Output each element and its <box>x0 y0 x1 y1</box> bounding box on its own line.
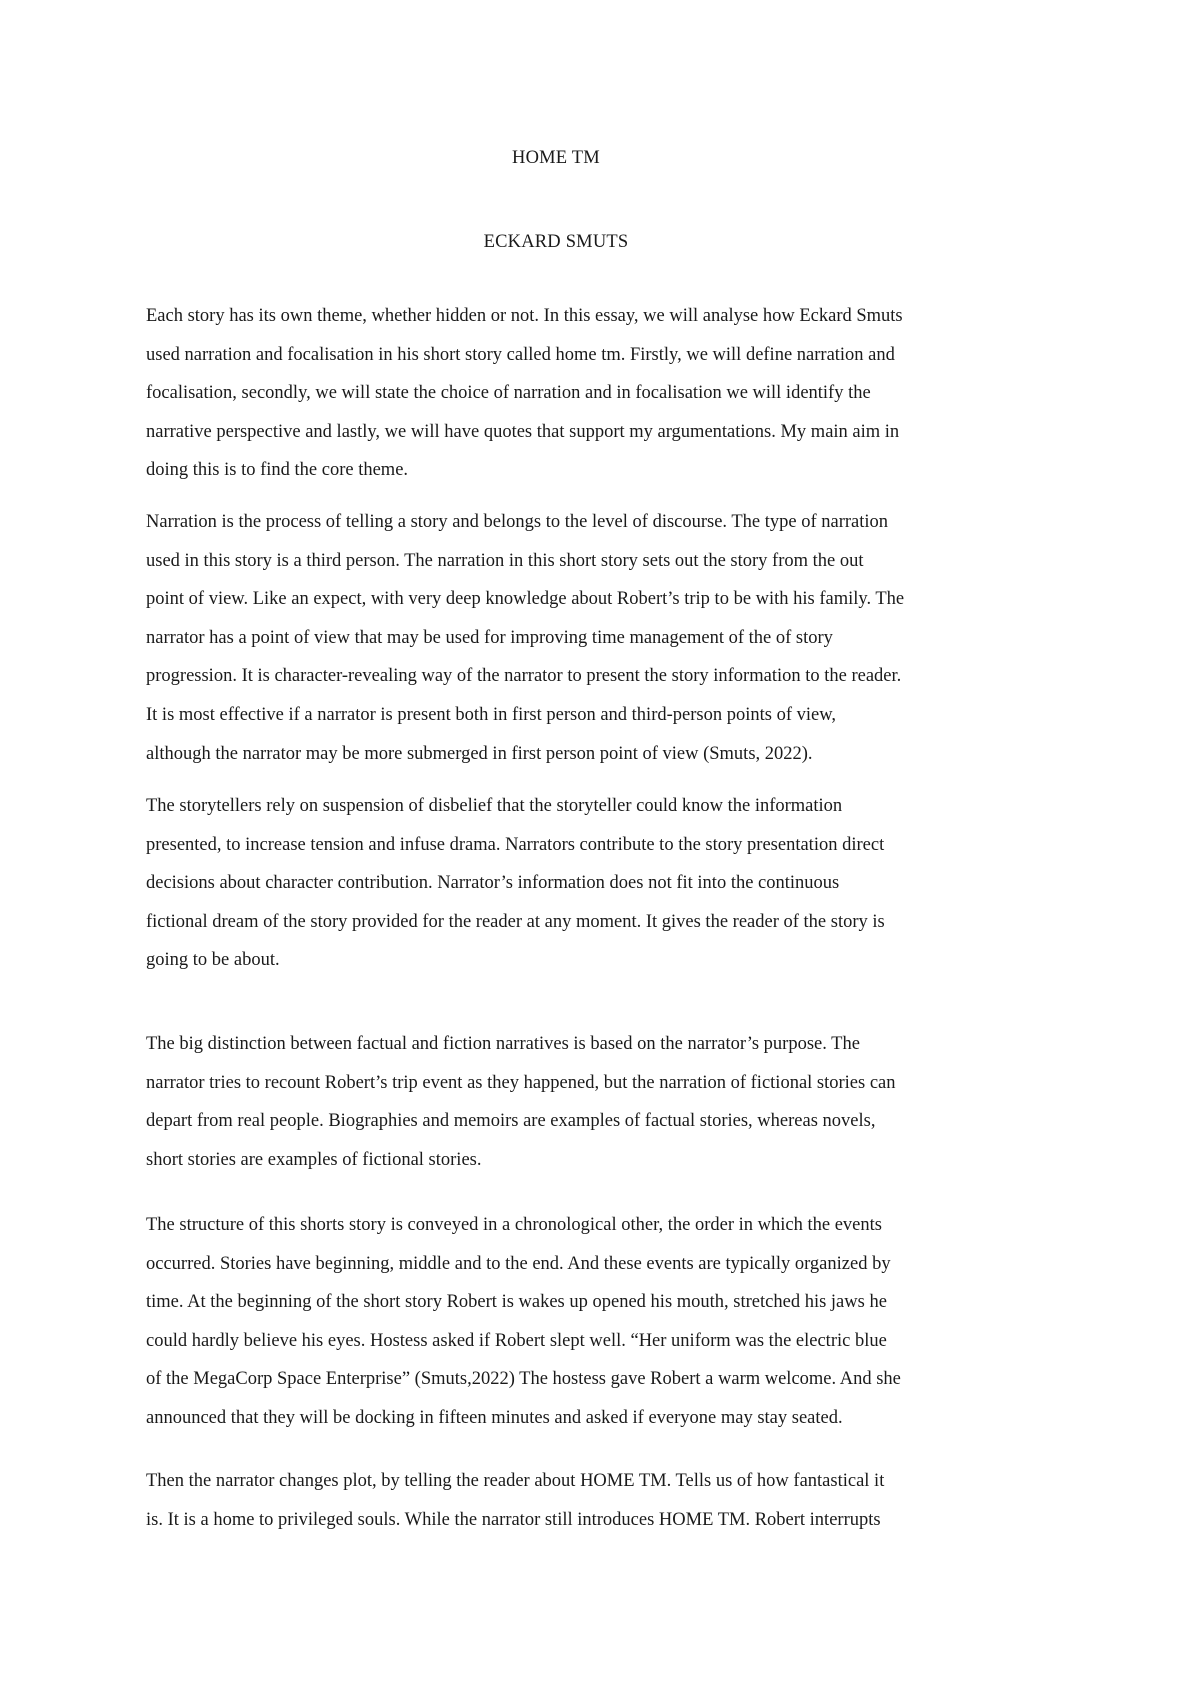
text-line: The structure of this shorts story is conveyed in a chronological other, the order in which the events <box>146 1215 882 1235</box>
paragraph-storytellers <box>146 787 1066 980</box>
text-line: could hardly believe his eyes. Hostess asked if Robert slept well. “Her uniform was the electric blue <box>146 1330 887 1351</box>
document-title: HOME TM <box>512 148 600 168</box>
text-line: The big distinction between factual and fiction narratives is based on the narrator’s purpose. The <box>146 1034 860 1054</box>
text-line: It is most effective if a narrator is present both in first person and third-person points of view, <box>146 704 836 725</box>
paragraph-factual-fiction <box>146 1025 1066 1179</box>
text-line: The storytellers rely on suspension of disbelief that the storyteller could know the information <box>146 796 843 816</box>
text-line: focalisation, secondly, we will state the choice of narration and in focalisation we will identify the <box>146 383 871 404</box>
text-line: Each story has its own theme, whether hidden or not. In this essay, we will analyse how Eckard Smuts <box>146 306 903 326</box>
text-line: short stories are examples of fictional stories. <box>146 1149 482 1170</box>
text-line: narrator tries to recount Robert’s trip event as they happened, but the narration of fictional stories can <box>146 1072 896 1093</box>
text-line: Narration is the process of telling a story and belongs to the level of discourse. The type of narration <box>146 512 889 532</box>
text-line: used narration and focalisation in his short story called home tm. Firstly, we will define narration and <box>146 344 895 365</box>
text-line: used in this story is a third person. The narration in this short story sets out the story from the out <box>146 550 864 571</box>
text-line: decisions about character contribution. Narrator’s information does not fit into the continuous <box>146 873 840 894</box>
document-author: ECKARD SMUTS <box>483 232 629 252</box>
text-line: progression. It is character-revealing way of the narrator to present the story information to the reader. <box>146 666 902 687</box>
paragraph-narration <box>146 503 1066 773</box>
text-line: is. It is a home to privileged souls. While the narrator still introduces HOME TM. Robert interrupts <box>146 1509 881 1530</box>
text-line: of the MegaCorp Space Enterprise” (Smuts,2022) The hostess gave Robert a warm welcome. And she <box>146 1369 901 1390</box>
text-line: point of view. Like an expect, with very deep knowledge about Robert’s trip to be with his family. The <box>146 589 905 610</box>
text-line: announced that they will be docking in fifteen minutes and asked if everyone may stay seated. <box>146 1407 843 1428</box>
paragraph-plot-change <box>146 1462 1066 1539</box>
text-line: fictional dream of the story provided for the reader at any moment. It gives the reader of the story is <box>146 911 885 932</box>
text-line: Then the narrator changes plot, by telling the reader about HOME TM. Tells us of how fantastical it <box>146 1471 885 1491</box>
text-line: presented, to increase tension and infuse drama. Narrators contribute to the story presentation direct <box>146 834 885 855</box>
paragraph-structure <box>146 1206 1066 1438</box>
text-line: narrator has a point of view that may be used for improving time management of the of story <box>146 627 833 648</box>
paragraph-introduction <box>146 297 1066 490</box>
text-line: time. At the beginning of the short story Robert is wakes up opened his mouth, stretched his jaws he <box>146 1292 887 1313</box>
text-line: occurred. Stories have beginning, middle and to the end. And these events are typically organized by <box>146 1253 891 1274</box>
text-line: depart from real people. Biographies and memoirs are examples of factual stories, whereas novels, <box>146 1111 876 1132</box>
text-line: going to be about. <box>146 950 280 971</box>
text-line: doing this is to find the core theme. <box>146 460 409 481</box>
text-line: although the narrator may be more submerged in first person point of view (Smuts, 2022). <box>146 743 813 764</box>
text-line: narrative perspective and lastly, we will have quotes that support my argumentations. My main aim in <box>146 421 900 442</box>
